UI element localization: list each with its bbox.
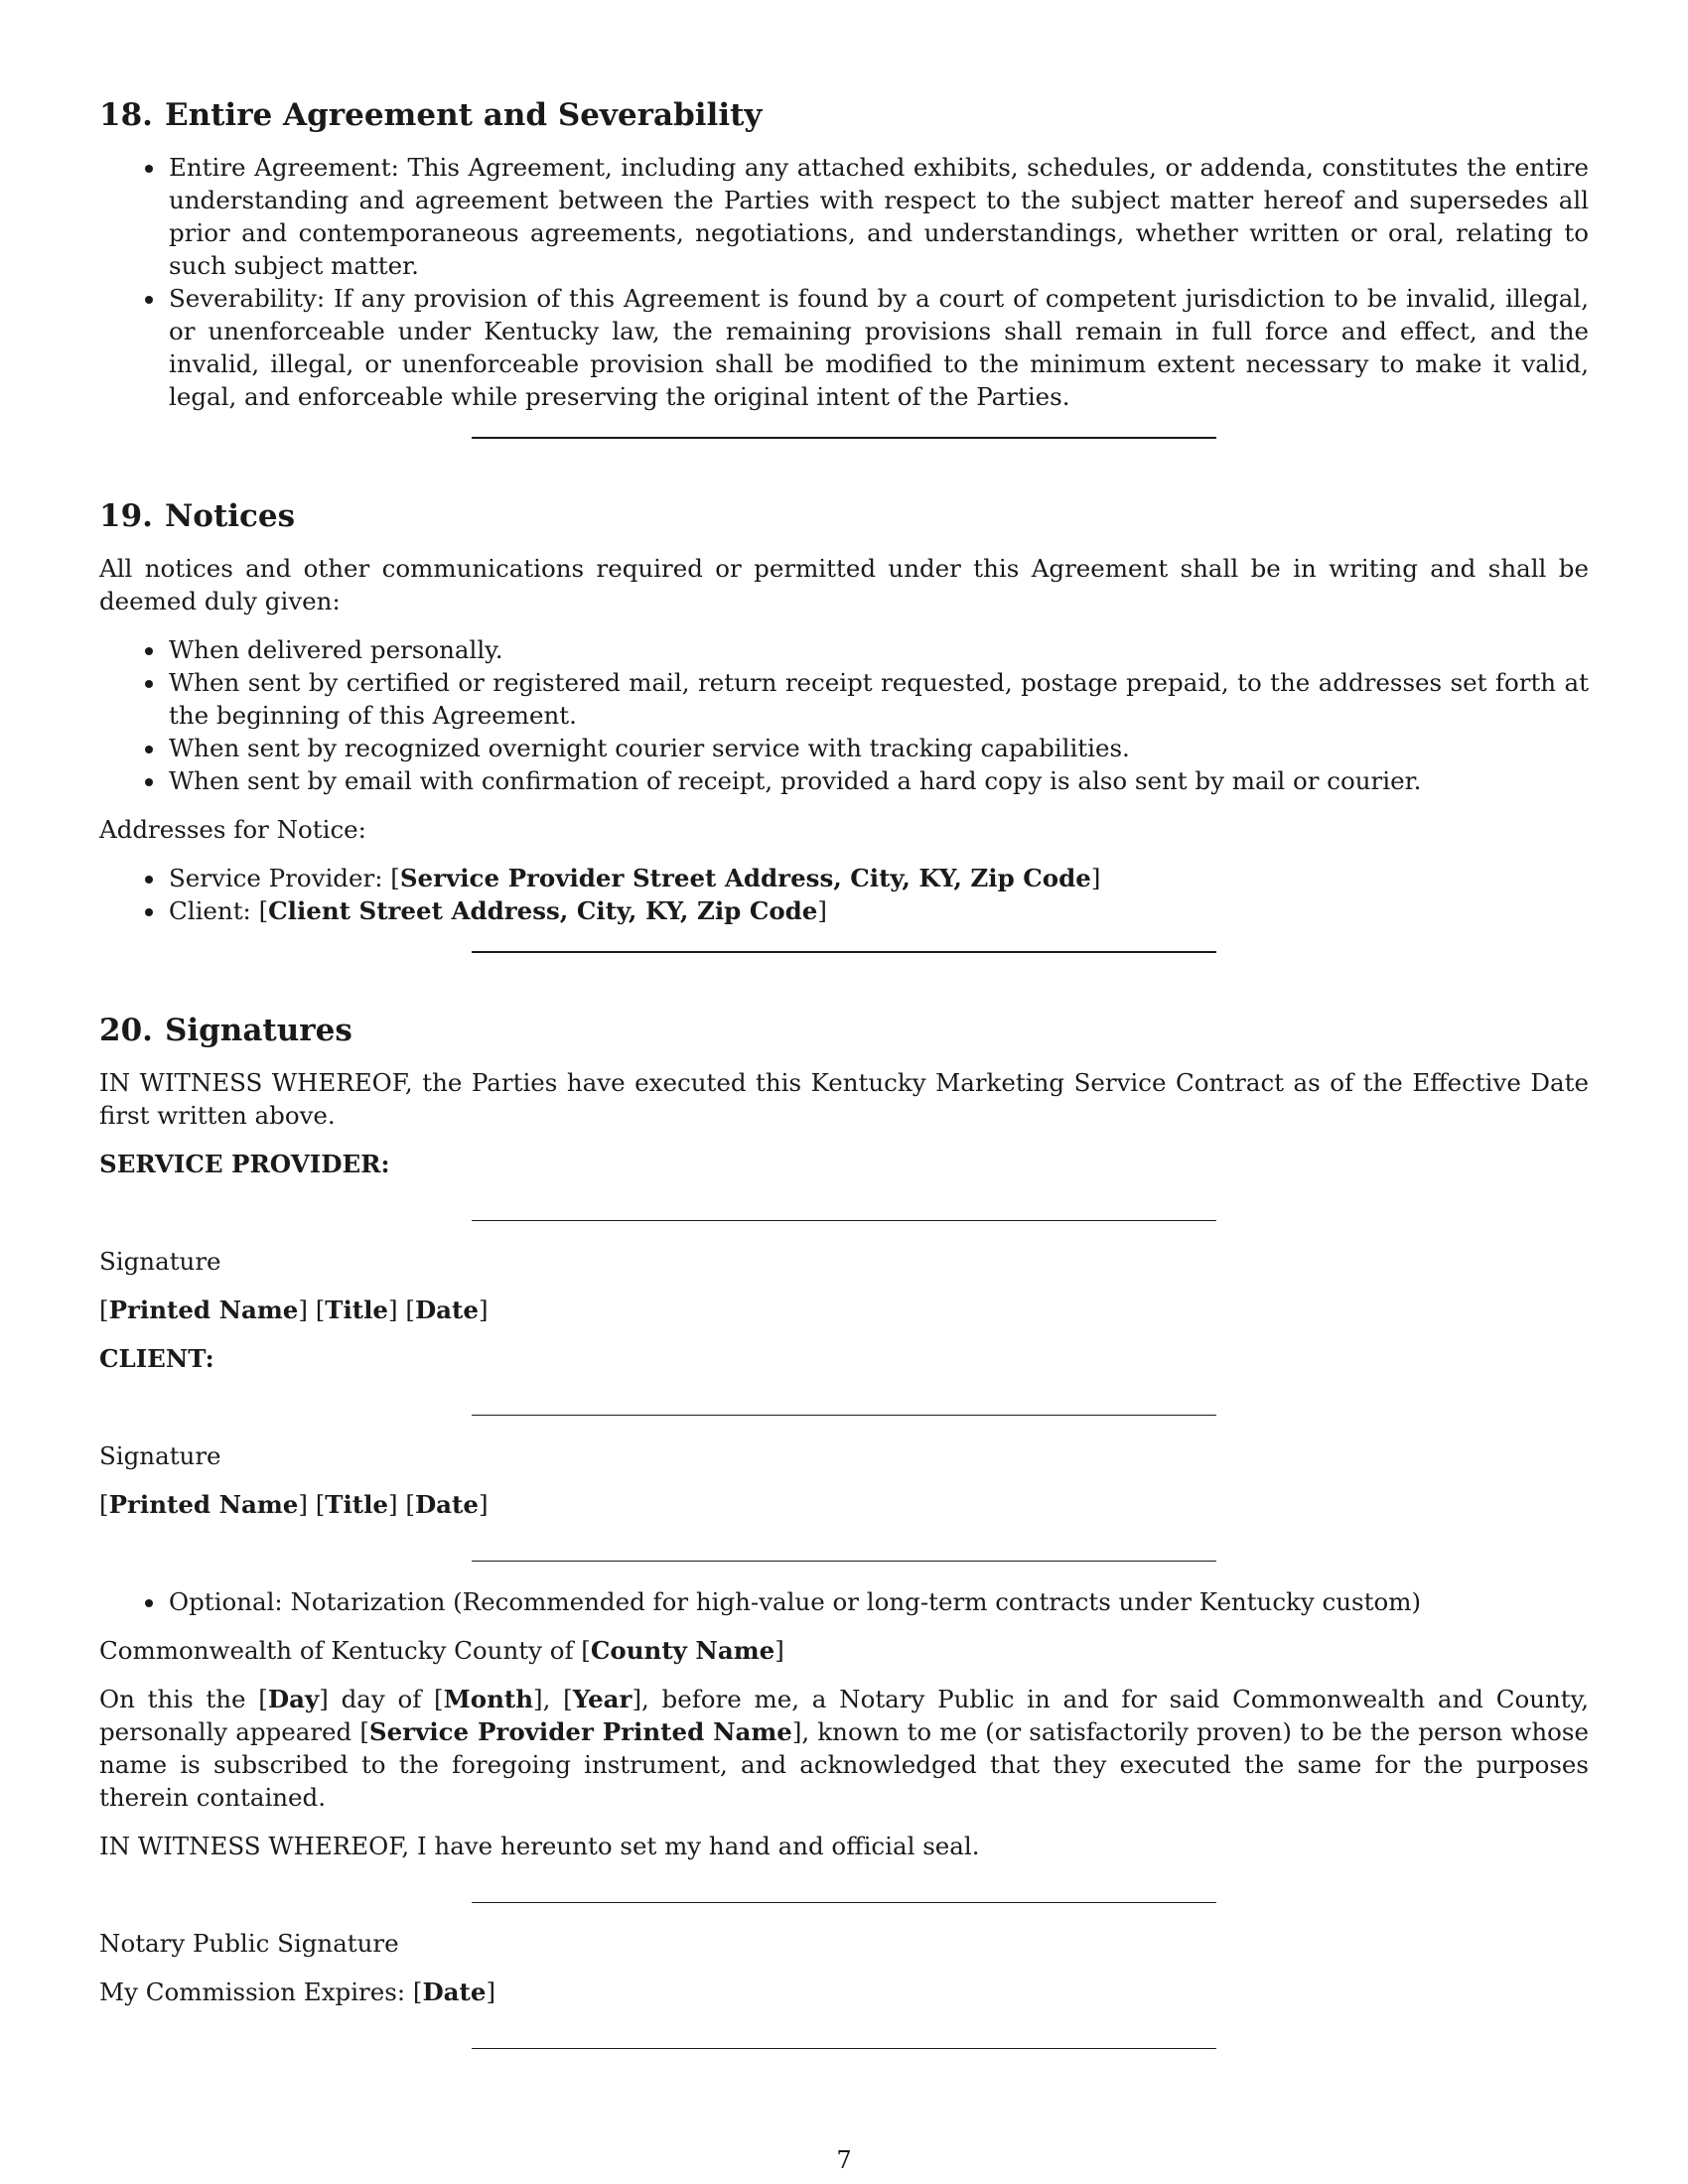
list-item-severability: • Severability: If any provision of this Agreement is found by a court of competent jurisdiction to be invalid, illegal, or unenforceable under Kentucky law, the remaining provisions shall remain in full force and effect, and the invalid, illegal, or unenforceable provision shall be modified to the minimum extent necessary to make it valid, legal, and enforceable while preserving the original intent of the Parties. bbox=[167, 282, 1589, 413]
section-title: Notices bbox=[164, 498, 296, 534]
signature-fields: [Printed Name] [Title] [Date] bbox=[99, 1296, 489, 1324]
list-item-entire-agreement: • Entire Agreement: This Agreement, including any attached exhibits, schedules, or addenda, constitutes the entire understanding and agreement between the Parties with respect to the subject matter hereof and supersedes all prior and contemporaneous agreements, negotiations, and understandings, whether written or oral, relating to such subject matter. bbox=[167, 151, 1589, 282]
list-item-notarization: • Optional: Notarization (Recommended for high-value or long-term contracts under Kentucky custom) bbox=[167, 1585, 1589, 1618]
page-number: 7 bbox=[836, 2146, 852, 2174]
signature-label: Signature bbox=[99, 1247, 221, 1276]
commission-expires: My Commission Expires: [Date] bbox=[99, 1978, 496, 2006]
list-item: • When delivered personally. bbox=[167, 633, 1589, 666]
address-placeholder: Client Street Address, City, KY, Zip Code bbox=[268, 896, 818, 925]
divider-line bbox=[472, 2048, 1216, 2049]
section-number: 18. bbox=[99, 97, 153, 133]
address-placeholder: Service Provider Street Address, City, KY, Zip Code bbox=[399, 864, 1091, 892]
notary-acknowledgment: On this the [Day] day of [Month], [Year], before me, a Notary Public in and for said Commonwealth and County, personally appeared [Service Provider Printed Name], known to me (or satisfactorily proven) to be the person whose name is subscribed to the foregoing instrument, and acknowledged that they executed the same for the purposes therein contained. bbox=[99, 1685, 1589, 1812]
section-number: 19. bbox=[99, 498, 153, 534]
signature-fields: [Printed Name] [Title] [Date] bbox=[99, 1490, 489, 1519]
address-service-provider: • Service Provider: [Service Provider Street Address, City, KY, Zip Code] bbox=[167, 862, 1589, 894]
section-title: Signatures bbox=[164, 1013, 352, 1048]
notary-witness: IN WITNESS WHEREOF, I have hereunto set my hand and official seal. bbox=[99, 1832, 980, 1860]
section-20-heading bbox=[99, 1011, 1589, 1050]
notary-signature-line bbox=[472, 1902, 1216, 1903]
signature-label: Signature bbox=[99, 1441, 221, 1470]
notary-signature-label: Notary Public Signature bbox=[99, 1929, 399, 1958]
addresses-list bbox=[99, 862, 1589, 927]
section-19-heading bbox=[99, 496, 1589, 536]
notices-intro: All notices and other communications required or permitted under this Agreement shall be in writing and shall be deemed duly given: bbox=[99, 554, 1589, 615]
list-item: • When sent by recognized overnight courier service with tracking capabilities. bbox=[167, 732, 1589, 764]
section-title: Entire Agreement and Severability bbox=[164, 97, 763, 133]
address-client: • Client: [Client Street Address, City, KY, Zip Code] bbox=[167, 894, 1589, 927]
notices-list bbox=[99, 633, 1589, 797]
section-divider bbox=[472, 437, 1216, 439]
signature-line bbox=[472, 1220, 1216, 1221]
notary-county: Commonwealth of Kentucky County of [County Name] bbox=[99, 1636, 784, 1665]
section-18-heading bbox=[99, 95, 1589, 135]
section-number: 20. bbox=[99, 1013, 153, 1048]
client-heading: CLIENT: bbox=[99, 1344, 214, 1373]
section-18-list bbox=[99, 151, 1589, 413]
divider-line bbox=[472, 1561, 1216, 1562]
signature-line bbox=[472, 1415, 1216, 1416]
notary-optional-list bbox=[99, 1585, 1589, 1618]
list-item: • When sent by certified or registered mail, return receipt requested, postage prepaid, to the addresses set forth at the beginning of this Agreement. bbox=[167, 666, 1589, 732]
document-page bbox=[99, 95, 1589, 2049]
list-item: • When sent by email with confirmation of receipt, provided a hard copy is also sent by mail or courier. bbox=[167, 764, 1589, 797]
addresses-label: Addresses for Notice: bbox=[99, 815, 366, 844]
witness-statement: IN WITNESS WHEREOF, the Parties have executed this Kentucky Marketing Service Contract as of the Effective Date first written above. bbox=[99, 1068, 1589, 1130]
section-divider bbox=[472, 951, 1216, 953]
service-provider-heading: SERVICE PROVIDER: bbox=[99, 1150, 390, 1178]
